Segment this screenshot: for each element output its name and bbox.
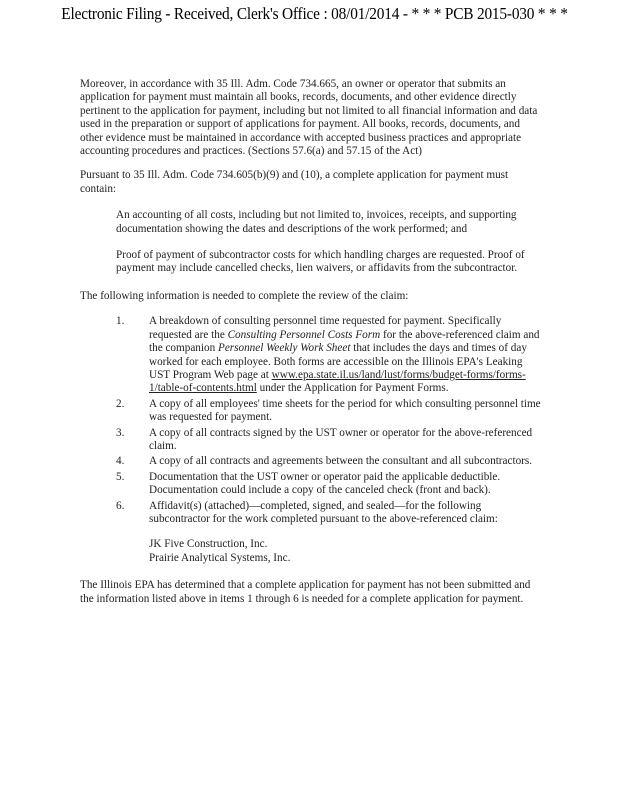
requirement-proof-of-payment: Proof of payment of subcontractor costs for which handling charges are requested. Proof of payment may include cancelled checks, lien waivers, or affidavits from the subcontractor. bbox=[116, 249, 525, 275]
letter-body bbox=[80, 78, 542, 606]
item-number: 3. bbox=[116, 426, 125, 439]
list-item bbox=[80, 500, 542, 527]
forms-web-link[interactable]: www.epa.state.il.us/land/lust/forms/budget-forms/forms-1/table-of-contents.html bbox=[149, 368, 526, 395]
subcontractor-list bbox=[149, 538, 542, 565]
item-number: 6. bbox=[116, 499, 125, 512]
needed-items-list bbox=[80, 315, 542, 526]
list-item bbox=[80, 427, 542, 454]
requirement-accounting: An accounting of all costs, including but not limited to, invoices, receipts, and supporting documentation showing the dates and descriptions of the work performed; and bbox=[116, 209, 517, 235]
paragraph-record-keeping: Moreover, in accordance with 35 Ill. Adm. Code 734.665, an owner or operator that submits an application for payment must maintain all books, records, documents, and other evidence directly pertinent to the application for payment, including but not limited to all financial information and data used in the preparation or support of applications for payment. All books, records, documents, and other evidence must be maintained in accordance with accepted business practices and appropriate accounting procedures and practices. (Sections 57.6(a) and 57.15 of the Act) bbox=[80, 78, 538, 158]
subcontractor-name: Prairie Analytical Systems, Inc. bbox=[149, 551, 291, 564]
item-text: Affidavit(s) (attached)—completed, signed, and sealed—for the following subcontractor for the work completed pursuant to the above-referenced claim: bbox=[149, 499, 498, 525]
paragraph-info-needed: The following information is needed to complete the review of the claim: bbox=[80, 289, 409, 302]
item-text: A copy of all contracts and agreements between the consultant and all subcontractors. bbox=[149, 455, 533, 468]
paragraph-requirements-intro: Pursuant to 35 Ill. Adm. Code 734.605(b)(9) and (10), a complete application for payment must contain: bbox=[80, 169, 509, 195]
form-name-consulting-costs: Consulting Personnel Costs Form bbox=[227, 328, 381, 341]
list-item bbox=[80, 455, 542, 468]
filing-stamp: Electronic Filing - Received, Clerk's Office : 08/01/2014 - * * * PCB 2015-030 * * * bbox=[61, 4, 568, 23]
list-item bbox=[80, 398, 542, 425]
subcontractor-name: JK Five Construction, Inc. bbox=[149, 538, 268, 551]
item-number: 5. bbox=[116, 470, 125, 483]
item-text: A copy of all contracts signed by the UST owner or operator for the above-referenced claim. bbox=[149, 426, 533, 452]
form-name-weekly-work-sheet: Personnel Weekly Work Sheet bbox=[217, 342, 351, 355]
list-item bbox=[80, 471, 542, 498]
item-text: Documentation that the UST owner or operator paid the applicable deductible. Documentation could include a copy of the canceled check (front and back). bbox=[149, 470, 501, 497]
paragraph-determination: The Illinois EPA has determined that a complete application for payment has not been submitted and the information listed above in items 1 through 6 is needed for a complete application for payment. bbox=[80, 579, 531, 605]
item-text: A copy of all employees' time sheets for the period for which consulting personnel time was requested for payment. bbox=[149, 397, 541, 424]
item-number: 4. bbox=[116, 455, 125, 468]
list-item: 1. A breakdown of consulting personnel time requested for payment. Specifically requested are the Consulting Personnel Costs Form for the above-referenced claim and the companion Personnel Weekly Work Sheet that includes the days and times of day worked for each employee. Both forms are accessible on the Illinois EPA's Leaking UST Program Web page at www.epa.state.il.us/land/lust/forms/budget-forms/forms-1/table-of-contents.html under the Application for Payment Forms. bbox=[116, 315, 540, 395]
item-number: 1. bbox=[116, 315, 125, 328]
item-number: 2. bbox=[116, 397, 125, 410]
